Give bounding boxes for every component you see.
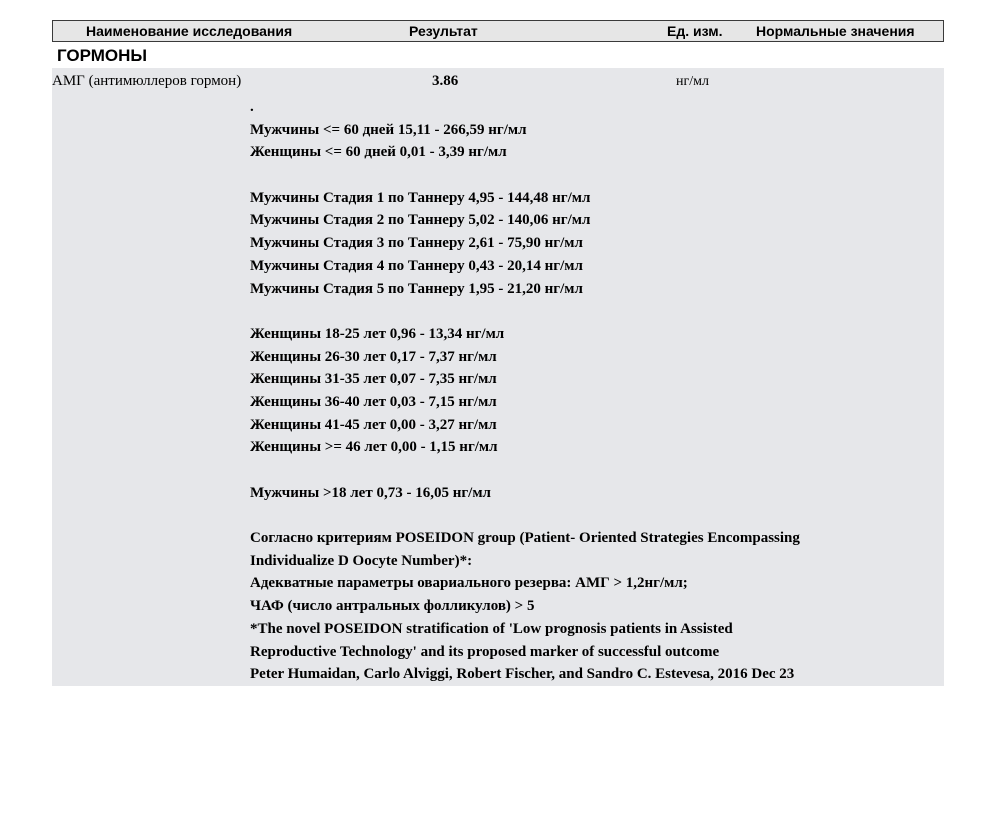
- reference-line: Адекватные параметры овариального резерва: АМГ > 1,2нг/мл;: [250, 575, 688, 592]
- reference-line: Мужчины Стадия 4 по Таннеру 0,43 - 20,14 нг/мл: [250, 257, 583, 274]
- column-header-name: Наименование исследования: [86, 23, 293, 39]
- reference-line: Мужчины Стадия 1 по Таннеру 4,95 - 144,48 нг/мл: [250, 189, 591, 206]
- test-unit: нг/мл: [676, 74, 709, 89]
- reference-line: Женщины 41-45 лет 0,00 - 3,27 нг/мл: [250, 416, 497, 433]
- table-header: [52, 20, 944, 42]
- test-name: АМГ (антимюллеров гормон): [52, 73, 242, 89]
- reference-line: Согласно критериям POSEIDON group (Patient- Oriented Strategies Encompassing: [250, 530, 800, 547]
- reference-line: Peter Humaidan, Carlo Alviggi, Robert Fischer, and Sandro C. Estevesa, 2016 Dec 23: [250, 666, 795, 683]
- section-title: ГОРМОНЫ: [57, 46, 148, 65]
- reference-line: Женщины >= 46 лет 0,00 - 1,15 нг/мл: [250, 439, 498, 456]
- blank-line: [250, 459, 940, 482]
- reference-line: .: [250, 99, 254, 115]
- test-value: 3.86: [432, 73, 459, 89]
- column-header-result: Результат: [409, 23, 478, 39]
- reference-line: Мужчины Стадия 5 по Таннеру 1,95 - 21,20 нг/мл: [250, 280, 583, 297]
- reference-values: [250, 96, 940, 686]
- reference-line: Женщины 31-35 лет 0,07 - 7,35 нг/мл: [250, 371, 497, 388]
- reference-line: Reproductive Technology' and its proposed marker of successful outcome: [250, 643, 720, 660]
- reference-line: ЧАФ (число антральных фолликулов) > 5: [250, 598, 535, 615]
- column-header-norm: Нормальные значения: [756, 23, 915, 39]
- reference-line: Женщины <= 60 дней 0,01 - 3,39 нг/мл: [250, 144, 507, 161]
- test-result-row: [52, 68, 944, 686]
- reference-line: Мужчины Стадия 2 по Таннеру 5,02 - 140,06 нг/мл: [250, 212, 591, 229]
- blank-line: [250, 300, 940, 323]
- reference-line: Мужчины <= 60 дней 15,11 - 266,59 нг/мл: [250, 121, 527, 138]
- column-header-unit: Ед. изм.: [667, 23, 723, 39]
- reference-line: Женщины 18-25 лет 0,96 - 13,34 нг/мл: [250, 325, 505, 342]
- reference-line: Женщины 26-30 лет 0,17 - 7,37 нг/мл: [250, 348, 497, 365]
- reference-line: Женщины 36-40 лет 0,03 - 7,15 нг/мл: [250, 393, 497, 410]
- blank-line: [250, 504, 940, 527]
- reference-line: Мужчины >18 лет 0,73 - 16,05 нг/мл: [250, 484, 491, 501]
- reference-line: Individualize D Oocyte Number)*:: [250, 552, 473, 569]
- reference-line: Мужчины Стадия 3 по Таннеру 2,61 - 75,90 нг/мл: [250, 235, 583, 252]
- reference-line: *The novel POSEIDON stratification of 'Low prognosis patients in Assisted: [250, 620, 733, 637]
- blank-line: [250, 164, 940, 187]
